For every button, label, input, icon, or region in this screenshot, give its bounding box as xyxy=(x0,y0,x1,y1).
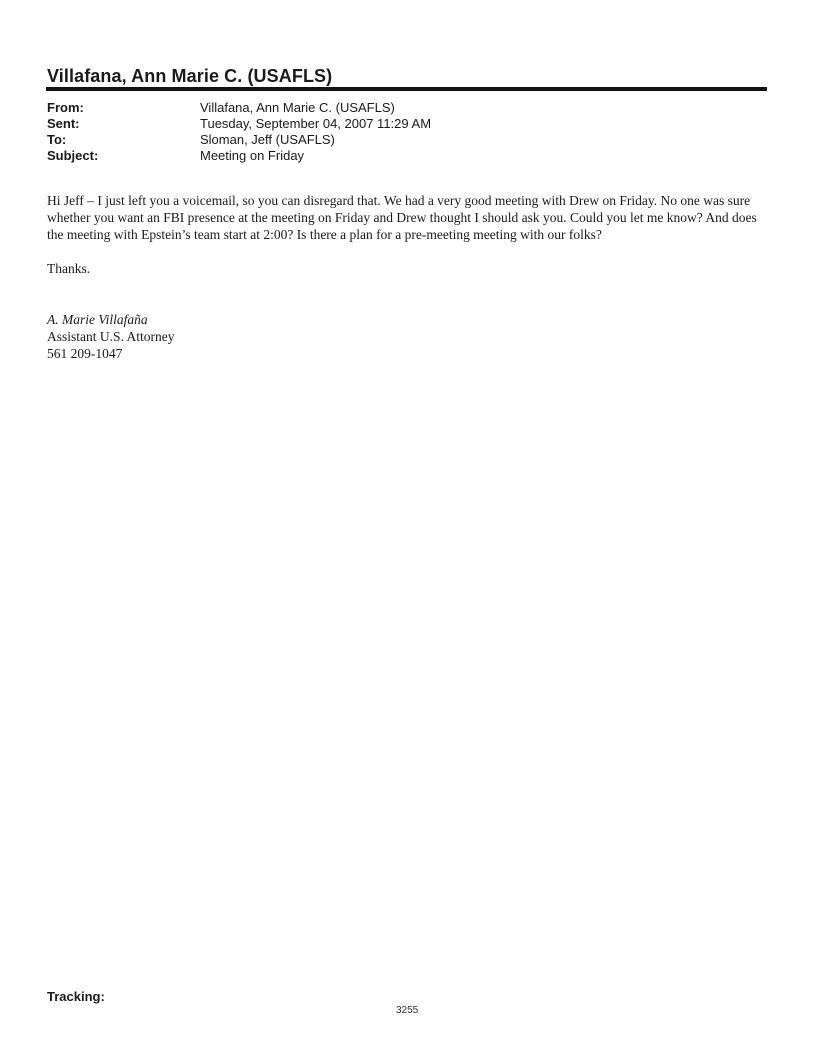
from-row xyxy=(47,100,431,116)
sent-value: Tuesday, September 04, 2007 11:29 AM xyxy=(200,116,432,131)
tracking-label: Tracking: xyxy=(47,989,105,1004)
signature-title: Assistant U.S. Attorney xyxy=(47,329,175,344)
page-number: 3255 xyxy=(396,1005,419,1016)
subject-label: Subject: xyxy=(47,148,99,163)
to-value: Sloman, Jeff (USAFLS) xyxy=(200,132,335,147)
email-header xyxy=(47,100,431,164)
from-value: Villafana, Ann Marie C. (USAFLS) xyxy=(200,100,395,115)
email-body xyxy=(47,192,772,294)
to-label: To: xyxy=(47,132,67,147)
to-row xyxy=(47,132,431,148)
body-paragraph: Hi Jeff – I just left you a voicemail, so you can disregard that. We had a very good meeting with Drew on Friday. No one was sure whether you want an FBI presence at the meeting on Friday and Drew thought I should ask you. Could you let me know? And does the meeting with Epstein’s team start at 2:00? Is there a plan for a pre-meeting meeting with our folks? xyxy=(47,193,757,242)
signature-name: A. Marie Villafaña xyxy=(47,312,148,327)
signature-phone: 561 209-1047 xyxy=(47,346,123,361)
page-title: Villafana, Ann Marie C. (USAFLS) xyxy=(47,66,333,86)
subject-value: Meeting on Friday xyxy=(200,148,305,163)
subject-row xyxy=(47,148,431,164)
sent-row xyxy=(47,116,431,132)
closing-line: Thanks. xyxy=(47,261,91,276)
signature-block xyxy=(47,311,175,362)
title-divider xyxy=(46,87,767,91)
sent-label: Sent: xyxy=(47,116,80,131)
from-label: From: xyxy=(47,100,84,115)
